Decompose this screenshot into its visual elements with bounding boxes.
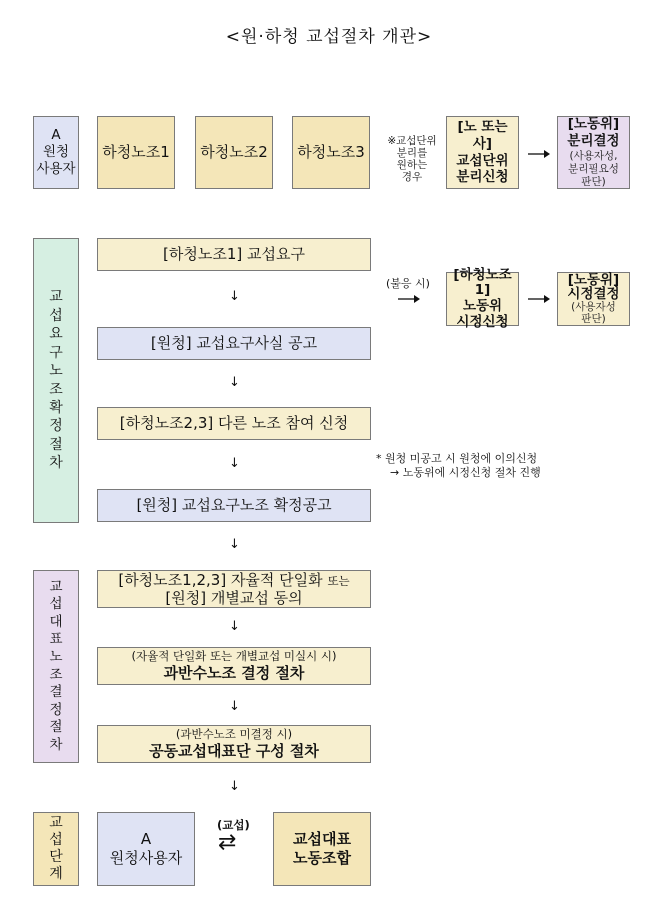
separation-decision-head: [노동위] (567, 115, 620, 132)
step-voluntary-unification-or: 또는 (327, 574, 350, 588)
a-employer-line1: A (51, 127, 61, 144)
step-voluntary-unification (97, 570, 371, 608)
step-other-union-participation-label: [하청노조2,3] 다른 노조 참여 신청 (119, 414, 349, 433)
subcontract-union-3-label: 하청노조3 (297, 143, 365, 162)
arrow-to-separation-decision (528, 150, 550, 158)
section1-label-box (33, 238, 79, 523)
step-majority-union-condition: (자율적 단일화 또는 개별교섭 미실시 시) (131, 649, 337, 664)
separation-note-line4: 경우 (401, 171, 423, 184)
step-joint-bargaining-team (97, 725, 371, 763)
separation-request-line1: [노 또는 사] (457, 118, 508, 152)
separation-decision-sub3: 판단) (581, 175, 606, 188)
down-arrow-3: ↓ (229, 456, 240, 471)
representative-union-line1: 교섭대표 (293, 830, 351, 849)
bargain-label: (교섭) (217, 818, 250, 832)
correction-request-box (446, 266, 519, 330)
section2-label-box (33, 570, 79, 763)
separation-note (382, 135, 442, 183)
section1-label: 교섭요구노조 확정절차 (49, 289, 63, 472)
section3-label-box (33, 812, 79, 886)
step-bargaining-notice (97, 327, 371, 360)
a-employer-box (33, 116, 79, 189)
separation-decision-sub1: (사용자성, (569, 149, 618, 162)
subcontract-union-1-box (97, 116, 175, 189)
objection-note-line2: → 노동위에 시정신청 절차 진행 (390, 465, 541, 479)
subcontract-union-3-box (292, 116, 370, 189)
step-union1-bargaining-request (97, 238, 371, 271)
refusal-label: (불응 시) (386, 277, 430, 290)
separation-decision-main: 분리결정 (567, 132, 620, 149)
arrow-to-correction-request (398, 295, 420, 303)
down-arrow-4: ↓ (229, 537, 240, 552)
subcontract-union-2-label: 하청노조2 (200, 143, 268, 162)
down-arrow-1: ↓ (229, 289, 240, 304)
separation-decision-box (557, 116, 630, 189)
down-arrow-7: ↓ (229, 779, 240, 794)
step-majority-union (97, 647, 371, 685)
step-joint-bargaining-team-label: 공동교섭대표단 구성 절차 (149, 741, 319, 760)
correction-request-line3: 시정신청 (456, 313, 509, 330)
separation-request-line3: 분리신청 (456, 169, 509, 186)
a-employer-line2: 원청 (42, 144, 70, 161)
correction-decision-box (557, 272, 630, 326)
separation-note-line3: 원하는 (396, 159, 428, 172)
correction-decision-main: 시정결정 (567, 286, 620, 303)
subcontract-union-1-label: 하청노조1 (102, 143, 170, 162)
step-union1-bargaining-request-label: [하청노조1] 교섭요구 (163, 245, 305, 264)
step-bargaining-notice-label: [원청] 교섭요구사실 공고 (150, 334, 318, 353)
subcontract-union-2-box (195, 116, 273, 189)
down-arrow-5: ↓ (229, 619, 240, 634)
objection-note (376, 452, 646, 480)
arrow-to-correction-decision (528, 295, 550, 303)
step-union-confirmation-notice-label: [원청] 교섭요구노조 확정공고 (136, 496, 332, 515)
step-joint-bargaining-team-condition: (과반수노조 미결정 시) (175, 727, 293, 742)
employer-line1: A (140, 830, 152, 849)
a-employer-line3: 사용자 (36, 160, 76, 177)
correction-request-line1: [하청노조1] (453, 266, 512, 299)
separation-note-line1: ※교섭단위 (387, 135, 437, 147)
step-union-confirmation-notice (97, 489, 371, 522)
section2-label: 교섭대표노조 결정절차 (49, 578, 63, 753)
objection-note-line1: * 원청 미공고 시 원청에 이의신청 (376, 452, 538, 465)
employer-box (97, 812, 195, 886)
down-arrow-2: ↓ (229, 375, 240, 390)
separation-request-line2: 교섭단위 (456, 152, 509, 169)
step-majority-union-label: 과반수노조 결정 절차 (163, 663, 305, 682)
representative-union-line2: 노동조합 (293, 849, 351, 867)
down-arrow-6: ↓ (229, 699, 240, 714)
step-voluntary-unification-line2: [원청] 개별교섭 동의 (165, 589, 303, 607)
separation-decision-sub2: 분리필요성 (568, 162, 619, 175)
correction-decision-sub2: 판단) (581, 312, 606, 325)
step-voluntary-unification-line1: [하청노조1,2,3] 자율적 단일화 (118, 571, 323, 589)
separation-note-line2: 분리를 (396, 147, 428, 160)
correction-decision-head: [노동위] (567, 271, 620, 288)
bargain-exchange-icon: ⇄ (218, 830, 237, 855)
step-other-union-participation (97, 407, 371, 440)
correction-request-line2: 노동위 (462, 298, 503, 314)
separation-request-box (446, 116, 519, 189)
section3-label: 교섭단계 (49, 815, 63, 882)
employer-line2: 원청사용자 (109, 849, 183, 867)
representative-union-box (273, 812, 371, 886)
diagram-title: <원·하청 교섭절차 개관> (225, 27, 433, 47)
correction-decision-sub1: (사용자성 (571, 301, 616, 314)
